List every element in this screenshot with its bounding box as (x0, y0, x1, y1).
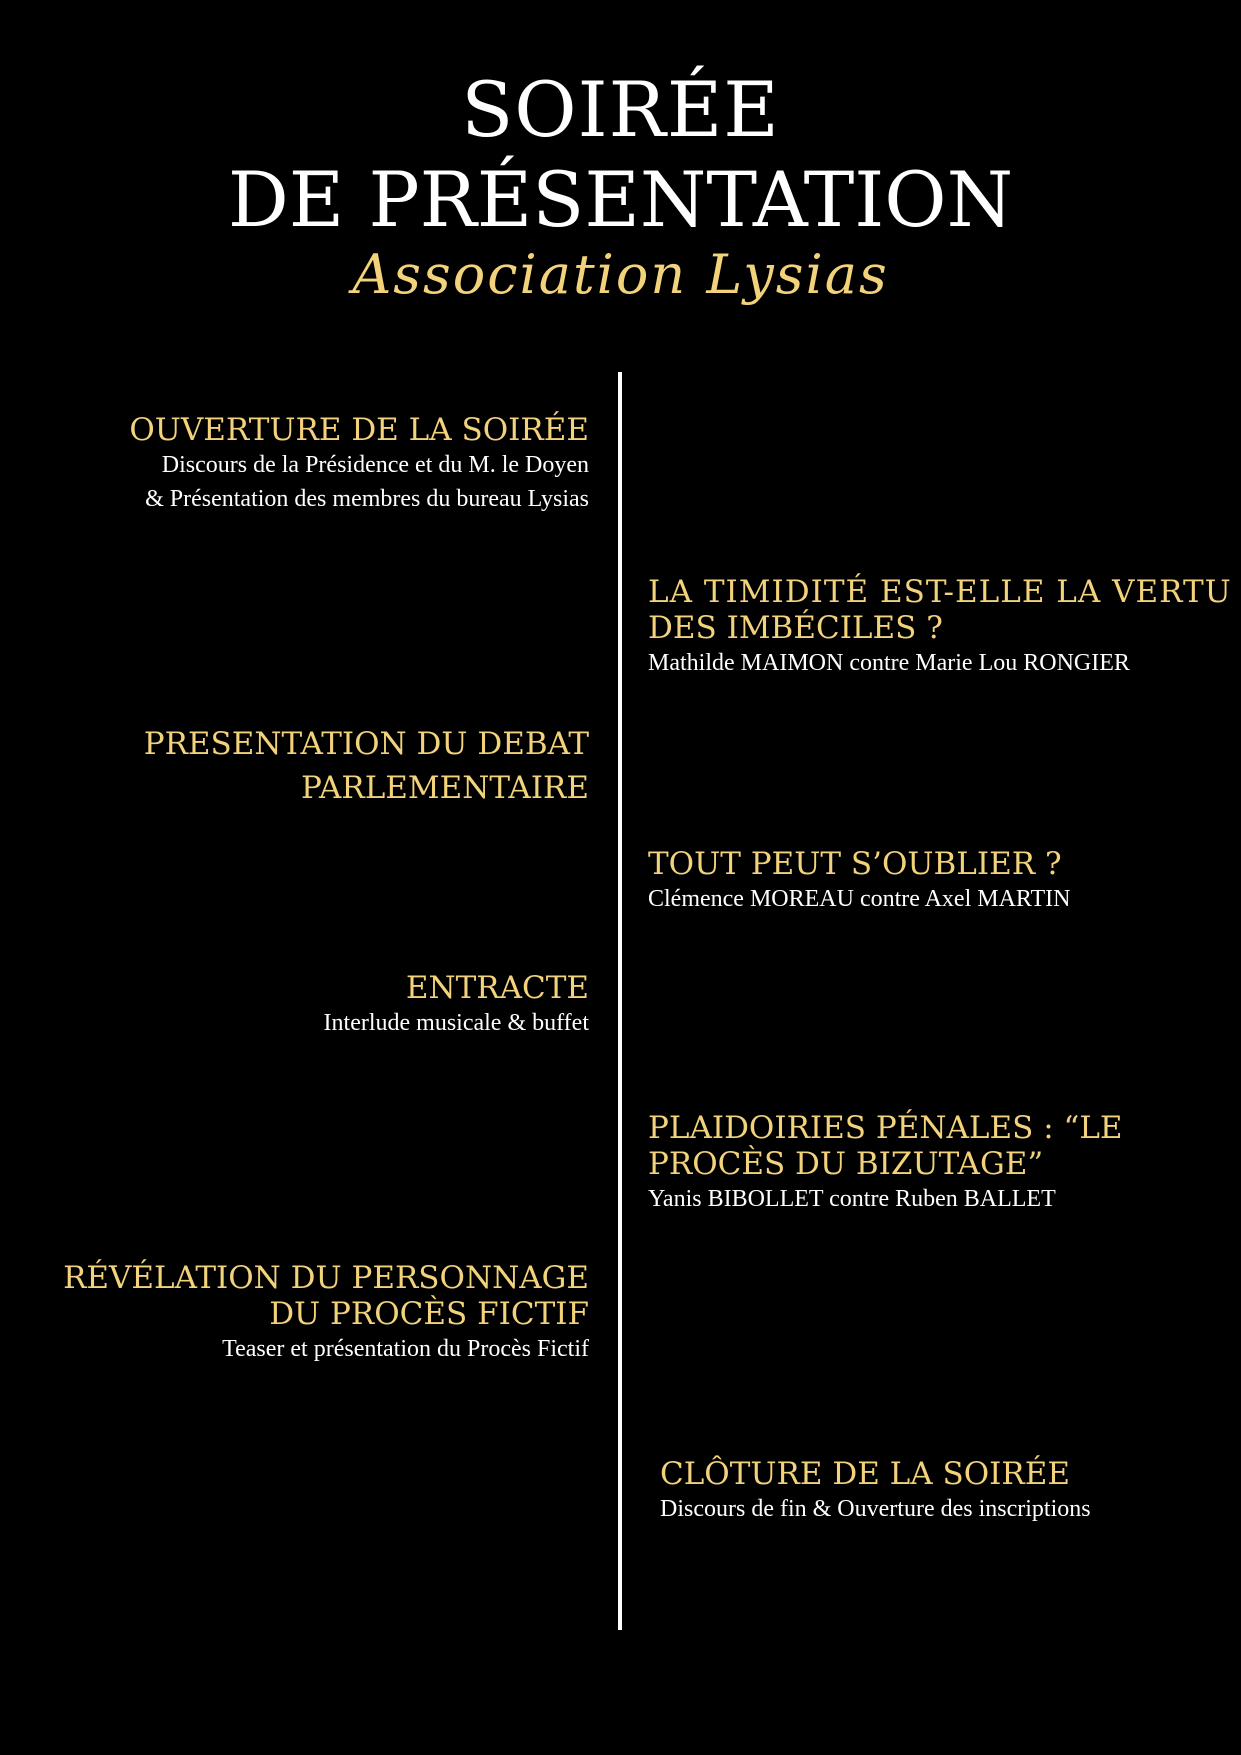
item-description: Clémence MOREAU contre Axel MARTIN (648, 886, 1071, 912)
item-description: Yanis BIBOLLET contre Ruben BALLET (648, 1186, 1056, 1212)
program-item-intermission (324, 970, 589, 1040)
item-heading: PROCÈS DU BIZUTAGE” (648, 1146, 1044, 1182)
program-item-criminal-pleadings (648, 1110, 1123, 1216)
item-heading: PLAIDOIRIES PÉNALES : “LE (648, 1110, 1123, 1146)
item-heading: PRESENTATION DU DEBAT (143, 726, 589, 762)
association-subtitle: Association Lysias (352, 243, 889, 306)
item-heading: TOUT PEUT S’OUBLIER ? (648, 846, 1062, 882)
item-description: Mathilde MAIMON contre Marie Lou RONGIER (648, 650, 1130, 676)
program-item-mock-trial-reveal (63, 1260, 589, 1366)
program-item-forgetting-debate (648, 846, 1070, 916)
page-title-line-2: DE PRÉSENTATION (227, 155, 1014, 244)
item-description: Interlude musicale & buffet (323, 1010, 589, 1036)
item-heading: ENTRACTE (405, 970, 589, 1006)
item-description: Discours de la Présidence et du M. le Doyen (161, 452, 589, 478)
program-item-closing (660, 1456, 1091, 1526)
item-heading: DU PROCÈS FICTIF (269, 1296, 589, 1332)
program-item-parliamentary-debate (144, 722, 589, 810)
item-heading: LA TIMIDITÉ EST-ELLE LA VERTU (648, 574, 1232, 610)
program-item-opening (129, 412, 589, 516)
page-title-line-1: SOIRÉE (461, 65, 780, 154)
item-description: Teaser et présentation du Procès Fictif (222, 1336, 589, 1362)
item-heading: PARLEMENTAIRE (300, 770, 589, 806)
item-description: Discours de fin & Ouverture des inscriptions (660, 1496, 1091, 1522)
item-heading: DES IMBÉCILES ? (648, 610, 943, 646)
item-heading: OUVERTURE DE LA SOIRÉE (129, 412, 589, 448)
program-item-timidity-debate (648, 574, 1232, 680)
item-heading: RÉVÉLATION DU PERSONNAGE (63, 1260, 589, 1296)
item-description: & Présentation des membres du bureau Lysias (145, 486, 589, 512)
item-heading: CLÔTURE DE LA SOIRÉE (660, 1456, 1071, 1492)
timeline-divider (618, 372, 622, 1630)
